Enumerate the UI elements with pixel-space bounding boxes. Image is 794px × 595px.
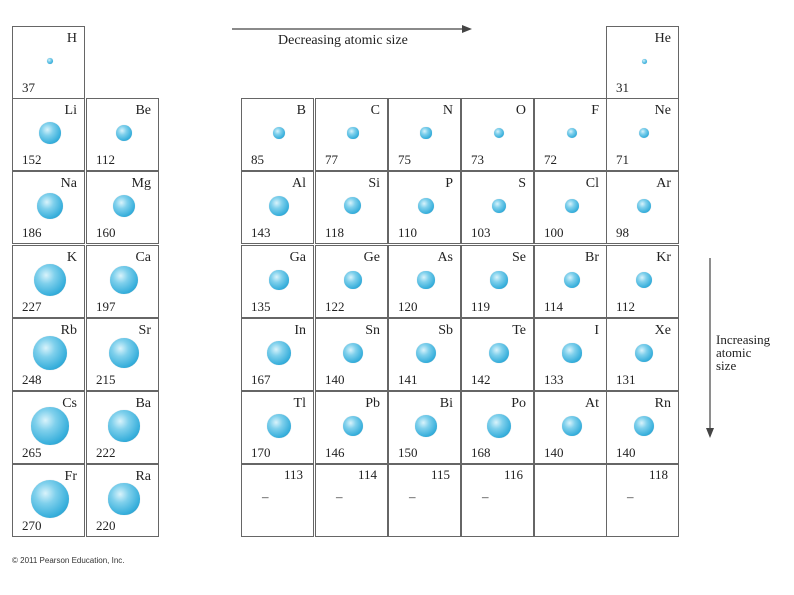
- element-symbol: He: [654, 31, 671, 46]
- atomic-radius-value: 75: [398, 152, 411, 167]
- atomic-radius-value: 119: [471, 299, 491, 314]
- element-symbol: N: [442, 103, 453, 118]
- atomic-radius-value: 197: [96, 299, 116, 314]
- atomic-number: 115: [430, 467, 450, 482]
- atomic-radius-value: 222: [96, 445, 116, 460]
- decreasing-size-label: Decreasing atomic size: [278, 33, 408, 48]
- atomic-radius-value: 133: [544, 372, 564, 387]
- atomic-radius-value: 160: [96, 225, 116, 240]
- atomic-radius-value: 118: [325, 225, 345, 240]
- atomic-radius-value: 270: [22, 518, 42, 533]
- element-symbol: In: [294, 323, 306, 338]
- atomic-radius-value: 248: [22, 372, 42, 387]
- element-symbol: Si: [368, 176, 380, 191]
- element-symbol: Bi: [439, 396, 453, 411]
- element-symbol: Tl: [293, 396, 306, 411]
- atomic-radius-value: 142: [471, 372, 491, 387]
- element-symbol: Po: [511, 396, 526, 411]
- element-symbol: Al: [292, 176, 306, 191]
- element-symbol: Cl: [585, 176, 599, 191]
- element-symbol: Rn: [654, 396, 671, 411]
- element-symbol: Li: [64, 103, 77, 118]
- decreasing-size-arrow-head: [462, 25, 472, 33]
- atomic-number: 116: [503, 467, 523, 482]
- atomic-radius-value: 112: [616, 299, 636, 314]
- element-symbol: Sr: [138, 323, 151, 338]
- atomic-radius-value: 140: [616, 445, 636, 460]
- atomic-radius-value: 131: [616, 372, 636, 387]
- element-symbol: P: [445, 176, 453, 191]
- element-symbol: Na: [60, 176, 77, 191]
- element-symbol: C: [370, 103, 380, 118]
- element-symbol: I: [594, 323, 599, 338]
- atomic-radius-value: 140: [544, 445, 564, 460]
- atomic-radius-value: –: [409, 489, 416, 504]
- atomic-number: 113: [283, 467, 303, 482]
- element-symbol: Ar: [656, 176, 671, 191]
- atomic-radius-value: 167: [251, 372, 271, 387]
- element-symbol: As: [437, 250, 453, 265]
- copyright-notice: © 2011 Pearson Education, Inc.: [12, 556, 125, 565]
- atomic-radius-value: 168: [471, 445, 491, 460]
- atomic-radius-value: 135: [251, 299, 271, 314]
- atomic-radius-value: –: [262, 489, 269, 504]
- increasing-size-arrow-head: [706, 428, 714, 438]
- element-symbol: H: [66, 31, 77, 46]
- atomic-radius-value: 227: [22, 299, 42, 314]
- element-symbol: B: [296, 103, 306, 118]
- atomic-radius-value: 265: [22, 445, 42, 460]
- element-symbol: Ga: [289, 250, 306, 265]
- atomic-radius-value: 37: [22, 80, 35, 95]
- atomic-radius-value: 215: [96, 372, 116, 387]
- atomic-radius-value: 85: [251, 152, 264, 167]
- element-symbol: Ra: [135, 469, 151, 484]
- element-symbol: Cs: [62, 396, 77, 411]
- element-symbol: Sn: [365, 323, 380, 338]
- element-symbol: O: [515, 103, 526, 118]
- atomic-radius-value: 141: [398, 372, 418, 387]
- element-symbol: Rb: [60, 323, 77, 338]
- element-symbol: Ge: [363, 250, 380, 265]
- element-symbol: Ba: [135, 396, 151, 411]
- atomic-radius-value: 98: [616, 225, 629, 240]
- atomic-radius-value: 73: [471, 152, 484, 167]
- atomic-radius-value: 186: [22, 225, 42, 240]
- atomic-radius-value: 120: [398, 299, 418, 314]
- element-symbol: S: [518, 176, 526, 191]
- element-symbol: Sb: [438, 323, 453, 338]
- element-symbol: Ne: [654, 103, 671, 118]
- atomic-radius-value: 140: [325, 372, 345, 387]
- atomic-radius-value: 150: [398, 445, 418, 460]
- atomic-radius-value: 100: [544, 225, 564, 240]
- atomic-number: 114: [357, 467, 377, 482]
- element-symbol: Fr: [64, 469, 77, 484]
- atomic-radius-value: –: [482, 489, 489, 504]
- atomic-radius-value: 143: [251, 225, 271, 240]
- atomic-radius-value: 103: [471, 225, 491, 240]
- atomic-radius-value: 114: [544, 299, 564, 314]
- atomic-radius-value: 146: [325, 445, 345, 460]
- element-symbol: K: [66, 250, 77, 265]
- element-symbol: Ca: [135, 250, 151, 265]
- element-symbol: At: [585, 396, 599, 411]
- atomic-radius-value: 220: [96, 518, 116, 533]
- element-symbol: Te: [512, 323, 526, 338]
- element-symbol: Xe: [654, 323, 671, 338]
- atomic-radius-value: –: [336, 489, 343, 504]
- element-symbol: Be: [135, 103, 151, 118]
- atomic-radius-value: 112: [96, 152, 116, 167]
- atomic-radius-value: 71: [616, 152, 629, 167]
- increasing-size-label-line-3: size: [716, 358, 737, 373]
- increasing-size-label-line-2: atomic: [716, 345, 752, 360]
- atomic-radius-value: –: [627, 489, 634, 504]
- element-symbol: Mg: [131, 176, 151, 191]
- atomic-radius-value: 170: [251, 445, 271, 460]
- atomic-radius-value: 72: [544, 152, 557, 167]
- atomic-radius-value: 122: [325, 299, 345, 314]
- element-symbol: F: [591, 103, 599, 118]
- atomic-radius-value: 110: [398, 225, 418, 240]
- element-symbol: Pb: [365, 396, 380, 411]
- atomic-number: 118: [648, 467, 668, 482]
- atomic-radius-value: 152: [22, 152, 42, 167]
- element-symbol: Se: [512, 250, 526, 265]
- element-symbol: Br: [585, 250, 599, 265]
- increasing-size-label-line-1: Increasing: [716, 332, 771, 347]
- element-symbol: Kr: [656, 250, 671, 265]
- atomic-radius-value: 77: [325, 152, 338, 167]
- atomic-radius-value: 31: [616, 80, 629, 95]
